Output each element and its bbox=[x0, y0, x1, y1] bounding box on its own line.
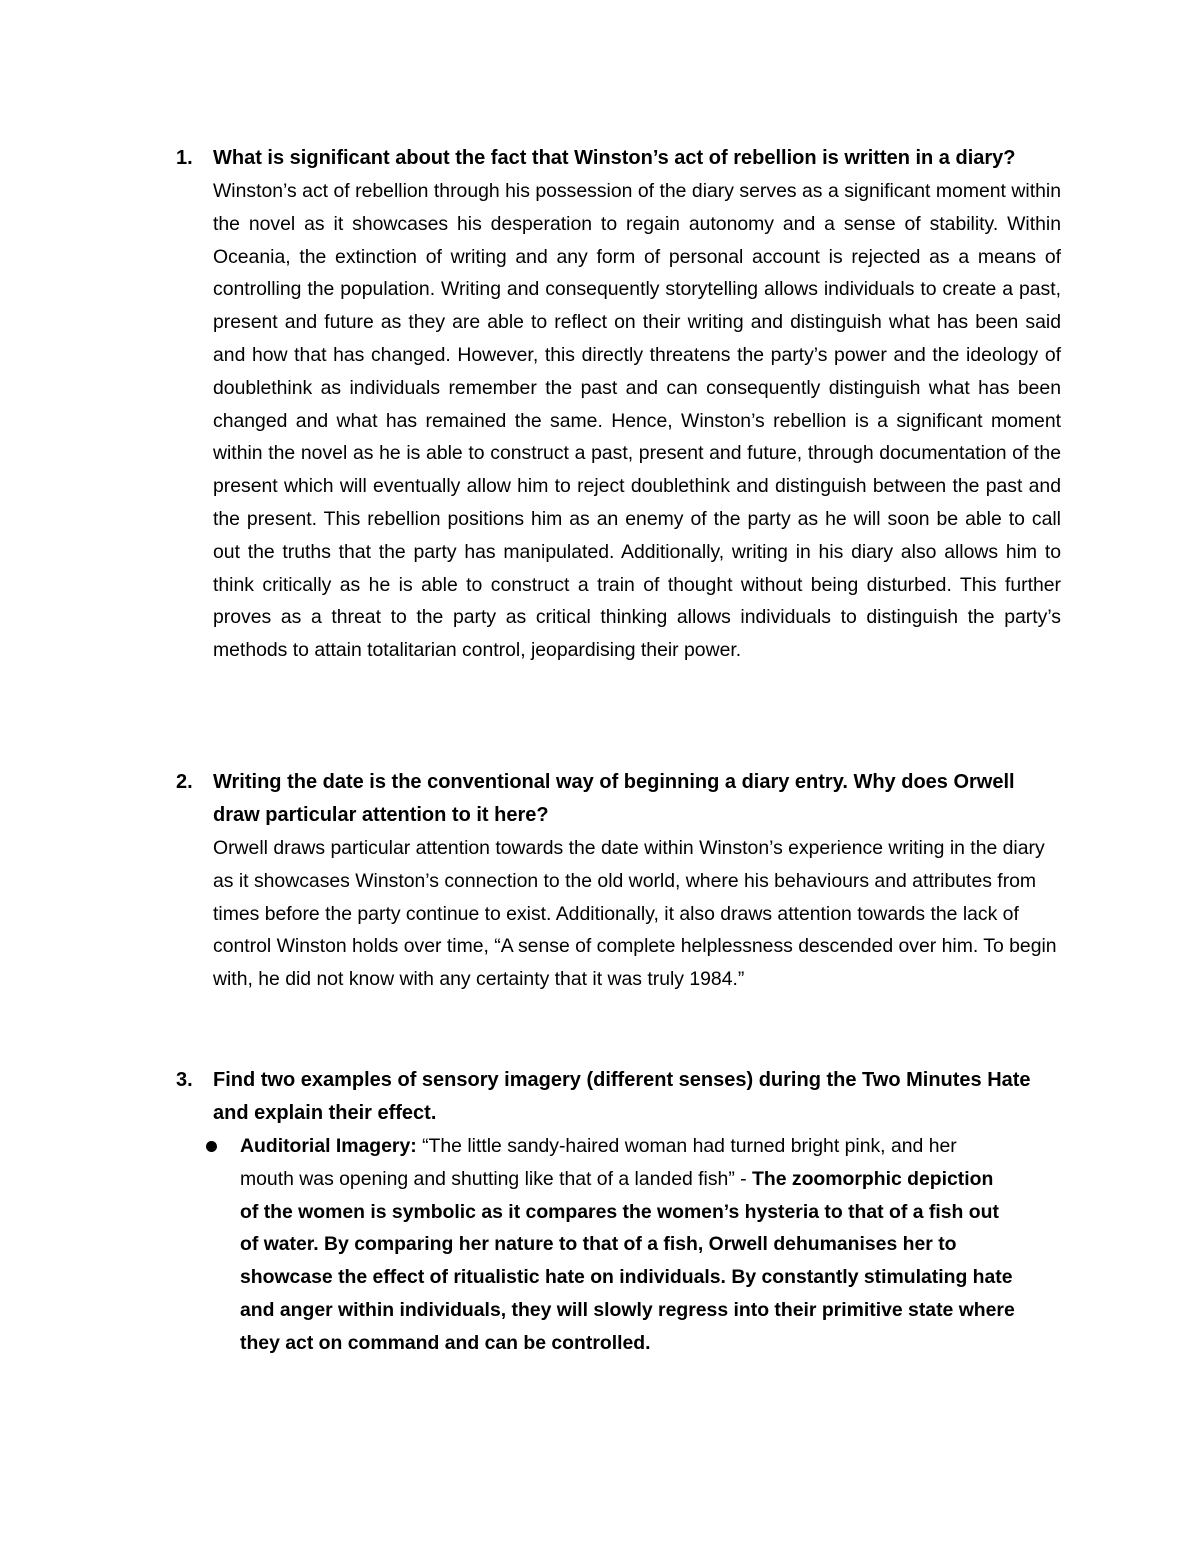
question-number: 1. bbox=[176, 147, 193, 169]
bullet-dot-icon bbox=[206, 1141, 217, 1152]
question-item-1 bbox=[170, 142, 1065, 667]
question-number: 3. bbox=[176, 1069, 193, 1091]
bullet-item bbox=[240, 1130, 1015, 1360]
bullet-label: Auditorial Imagery: bbox=[240, 1135, 423, 1157]
question-item-2 bbox=[170, 766, 1065, 996]
bullet-quote: “The little sandy-haired woman had turned bright pink, and her mouth was opening and shutting like that of a landed fish” - bbox=[240, 1135, 957, 1190]
question-answer: Winston’s act of rebellion through his possession of the diary serves as a significant moment within the novel as it showcases his desperation to regain autonomy and a sense of stability. Within Oceania, the extinction of writing and any form of personal account is rejected as a means of controlling the population. Writing and consequently storytelling allows individuals to create a past, present and future as they are able to reflect on their writing and distinguish what has been said and how that has changed. However, this directly threatens the party’s power and the ideology of doublethink as individuals remember the past and can consequently distinguish what has been changed and what has remained the same. Hence, Winston’s rebellion is a significant moment within the novel as he is able to construct a past, present and future, through documentation of the present which will eventually allow him to reject doublethink and distinguish between the past and the present. This rebellion positions him as an enemy of the party as he will soon be able to call out the truths that the party has manipulated. Additionally, writing in his diary also allows him to think critically as he is able to construct a train of thought without being disturbed. This further proves as a threat to the party as critical thinking allows individuals to distinguish the party’s methods to attain totalitarian control, jeopardising their power. bbox=[213, 180, 1061, 662]
bullet-analysis: The zoomorphic depiction of the women is symbolic as it compares the women’s hysteria to that of a fish out of water. By comparing her nature to that of a fish, Orwell dehumanises her to showcase the effect of ritualistic hate on individuals. By constantly stimulating hate and anger within individuals, they will slowly regress into their primitive state where they act on command and can be controlled. bbox=[240, 1167, 1015, 1354]
question-answer: Orwell draws particular attention towards the date within Winston’s experience writing in the diary as it showcases Winston’s connection to the old world, where his behaviours and attributes from times before the party continue to exist. Additionally, it also draws attention towards the lack of control Winston holds over time, “A sense of complete helplessness descended over him. To begin with, he did not know with any certainty that it was truly 1984.” bbox=[213, 837, 1057, 991]
question-title: What is significant about the fact that Winston’s act of rebellion is written in a diary? bbox=[213, 147, 1016, 169]
question-title: Writing the date is the conventional way of beginning a diary entry. Why does Orwell draw particular attention to it here? bbox=[213, 771, 1015, 826]
question-title: Find two examples of sensory imagery (different senses) during the Two Minutes Hate and explain their effect. bbox=[213, 1069, 1031, 1124]
question-number: 2. bbox=[176, 771, 193, 793]
imagery-bullet-list bbox=[170, 1130, 1065, 1360]
question-item-3 bbox=[170, 1064, 1065, 1360]
